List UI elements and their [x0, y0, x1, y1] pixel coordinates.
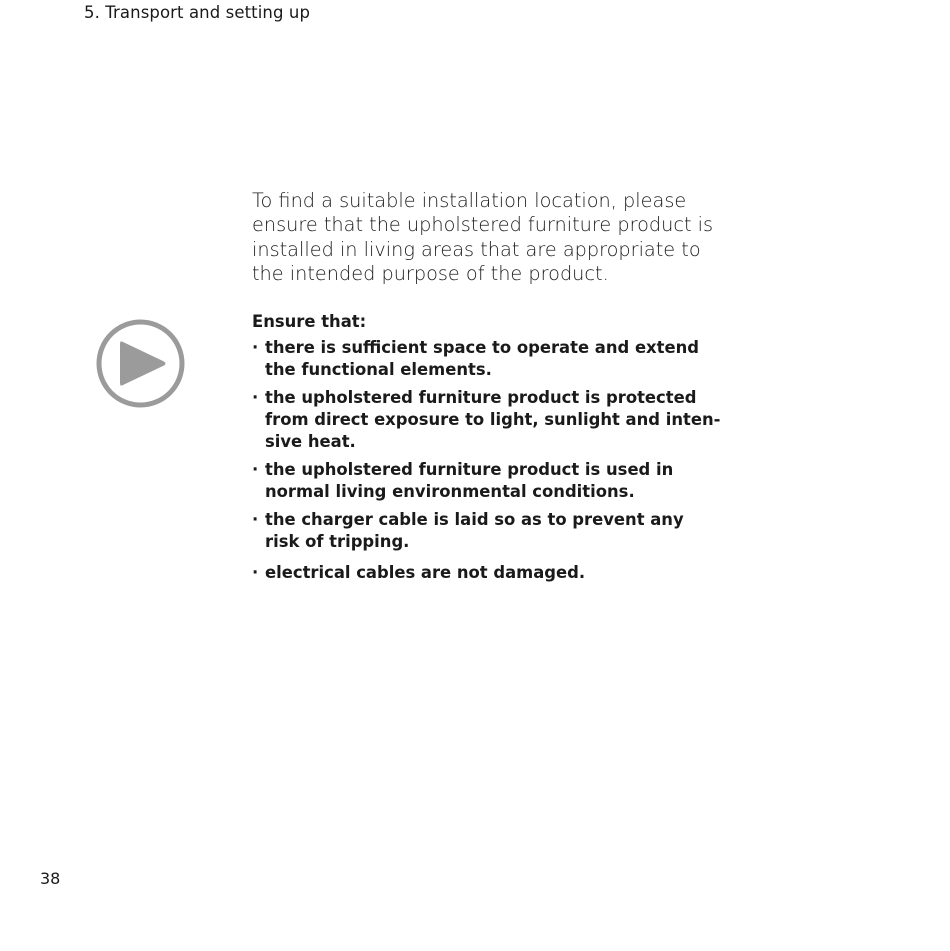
list-item-text: the charger cable is laid so as to prevent any risk of tripping. [265, 510, 684, 552]
list-item [252, 387, 722, 453]
bullet-marker: · [252, 563, 259, 583]
ensure-list [252, 337, 722, 584]
page-number: 38 [40, 869, 61, 888]
list-item-text: the upholstered furniture product is used in normal living environmental conditions. [265, 460, 674, 502]
list-item [252, 509, 722, 553]
main-content [252, 189, 722, 590]
list-item-text: there is sufficient space to operate and extend the functional elements. [265, 338, 699, 380]
bullet-marker: · [252, 460, 259, 480]
list-item-text: the upholstered furniture product is protected from direct exposure to light, sunlight and inten-sive heat. [265, 388, 721, 452]
list-item [252, 337, 722, 381]
list-item-text: electrical cables are not damaged. [265, 563, 586, 583]
intro-paragraph: To find a suitable installation location, please ensure that the upholstered furniture product is installed in living areas that are appropriate to the intended purpose of the product. [252, 189, 714, 285]
play-icon [96, 319, 185, 408]
list-item [252, 562, 722, 584]
list-item [252, 459, 722, 503]
bullet-marker: · [252, 338, 259, 358]
bullet-marker: · [252, 510, 259, 530]
ensure-heading: Ensure that: [252, 312, 367, 332]
section-header: 5. Transport and setting up [84, 3, 311, 22]
bullet-marker: · [252, 388, 259, 408]
